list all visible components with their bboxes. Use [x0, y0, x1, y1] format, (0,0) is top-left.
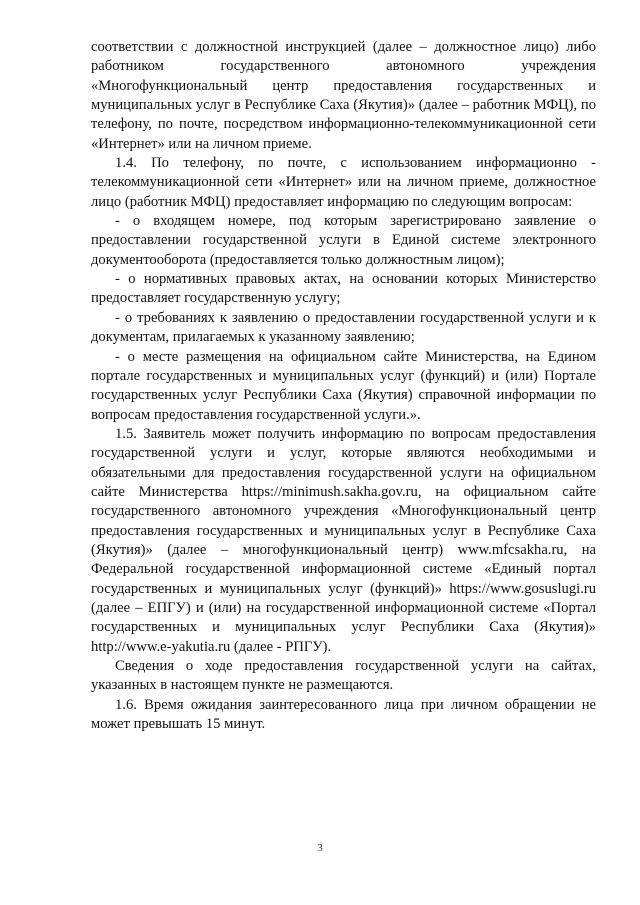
page-number: 3: [317, 842, 323, 854]
paragraph-progress-info: Сведения о ходе предоставления государственной услуги на сайтах, указанных в настоящем пункте не размещаются.: [91, 658, 596, 694]
document-body: [91, 38, 596, 734]
list-item-incoming-number: - о входящем номере, под которым зарегистрировано заявление о предоставлении государственной услуги в Единой системе электронного документооборота (предоставляется только должностным лицом);: [91, 213, 596, 268]
paragraph-item-1-6: 1.6. Время ожидания заинтересованного лица при личном обращении не может превышать 15 минут.: [91, 696, 596, 733]
paragraph-continuation: соответствии с должностной инструкцией (далее – должностное лицо) либо работником государственного автономного учреждения «Многофункциональный центр предоставления государственных и муниципальных услуг в Республике Саха (Якутия)» (далее – работник МФЦ), по телефону, по почте, посредством информационно-телекоммуникационной сети «Интернет» или на личном приеме.: [91, 39, 596, 152]
list-item-legal-acts: - о нормативных правовых актах, на основании которых Министерство предоставляет государственную услугу;: [91, 271, 596, 307]
list-item-requirements: - о требованиях к заявлению о предоставлении государственной услуги и к документам, прилагаемых к указанному заявлению;: [91, 309, 596, 346]
paragraph-item-1-4: 1.4. По телефону, по почте, с использованием информационно - телекоммуникационной сети «Интернет» или на личном приеме, должностное лицо (работник МФЦ) предоставляет информацию по следующим вопросам:: [91, 155, 596, 210]
paragraph-item-1-5: 1.5. Заявитель может получить информацию по вопросам предоставления государственной услуги и услуг, которые являются необходимыми и обязательными для предоставления государственной услуги на официальном сайте Министерства https://minimush.sakha.gov.ru, на официальном сайте государственного автономного учреждения «Многофункциональный центр предоставления государственных и муниципальных услуг в Республике Саха (Якутия)» (далее – многофункциональный центр) www.mfcsakha.ru, на Федеральной государственной информационной системе «Единый портал государственных и муниципальных услуг (функций)» https://www.gosuslugi.ru (далее – ЕПГУ) и (или) на государственной информационной системе «Портал государственных и муниципальных услуг Республики Саха (Якутия)» http://www.e-yakutia.ru (далее - РПГУ).: [91, 425, 596, 655]
list-item-placement: - о месте размещения на официальном сайте Министерства, на Едином портале государственных и муниципальных услуг (функций) и (или) Портале государственных услуг Республики Саха (Якутия) справочной информации по вопросам предоставления государственной услуги.».: [91, 348, 596, 423]
